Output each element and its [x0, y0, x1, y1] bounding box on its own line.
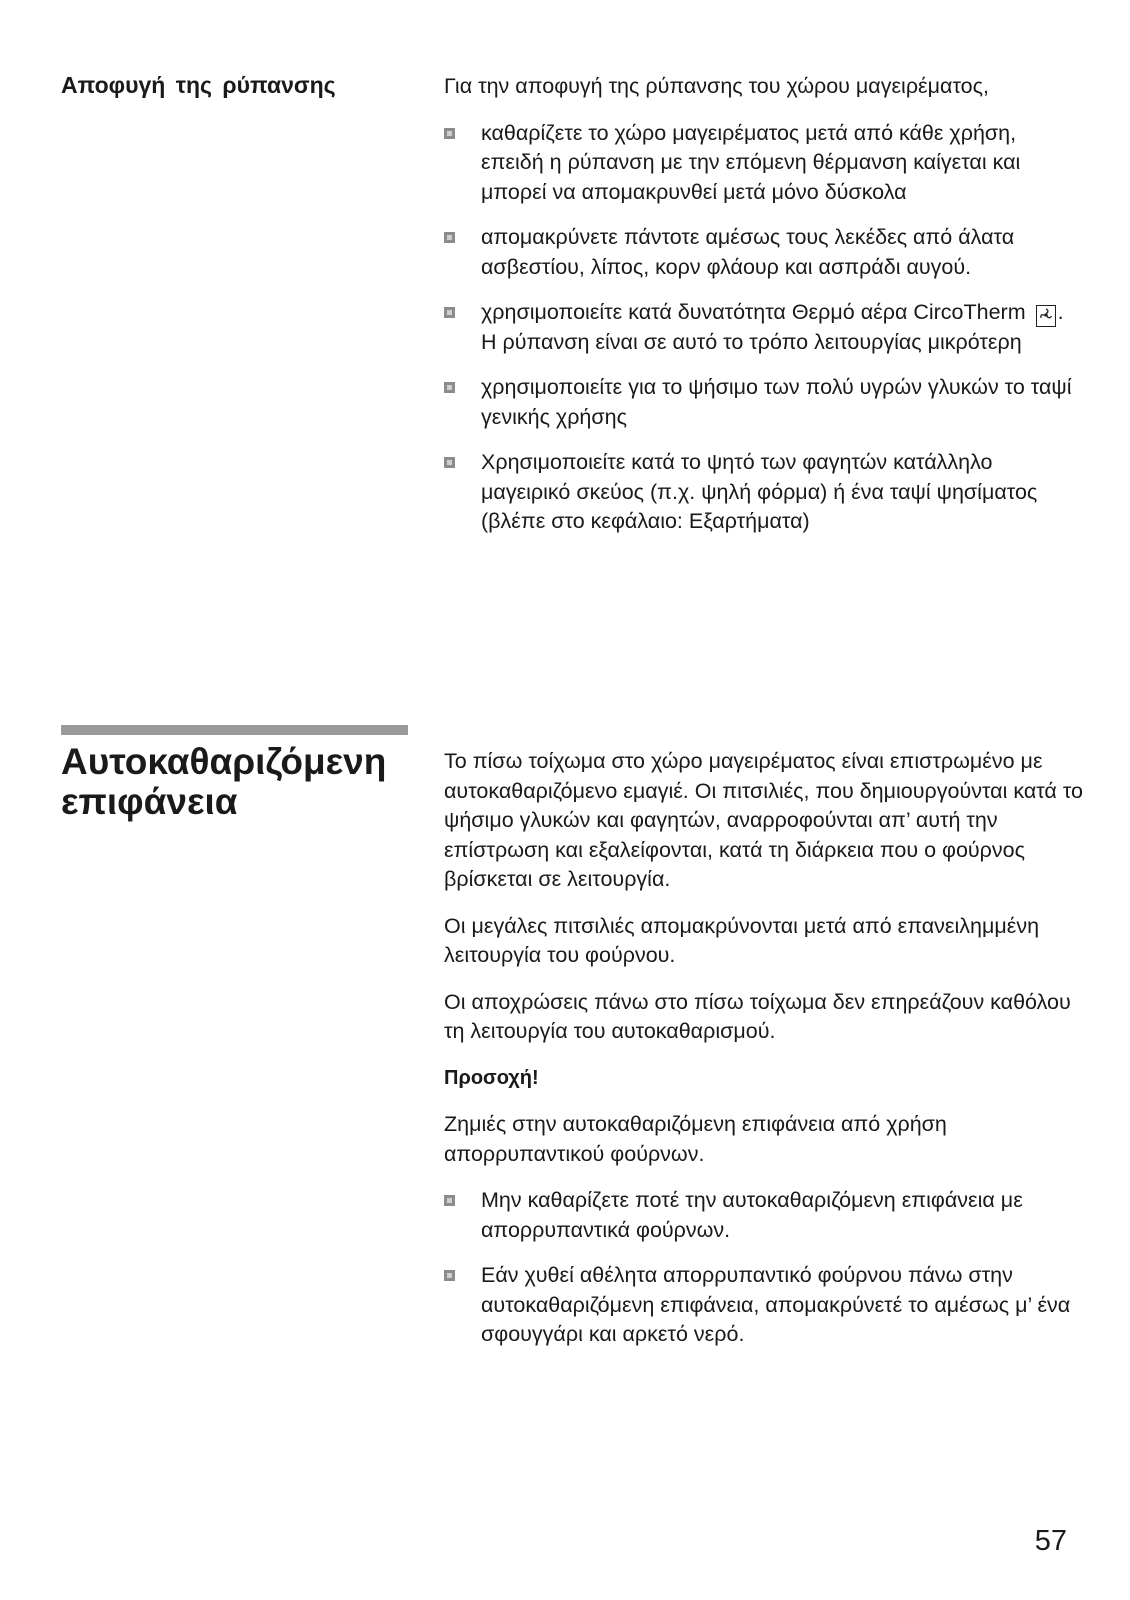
list-item-text: απομακρύνετε πάντοτε αμέσως τους λεκέδες από άλατα ασβεστίου, λίπος, κορν φλάουρ και ασπράδι αυγού. [481, 225, 1015, 279]
section-divider [61, 725, 408, 735]
section-heading-avoid-soiling: Αποφυγή της ρύπανσης [61, 72, 336, 98]
list-item-text: Χρησιμοποιείτε κατά το ψητό των φαγητών κατάλληλο μαγειρικό σκεύος (π.χ. ψηλή φόρμα) ή ένα ταψί ψησίματος (βλέπε στο κεφάλαιο: Εξαρτήματα) [481, 450, 1038, 533]
bullet-square-icon [444, 457, 455, 468]
soiling-tips-list [444, 119, 1084, 537]
paragraph: Οι αποχρώσεις πάνω στο πίσω τοίχωμα δεν επηρεάζουν καθόλου τη λειτουργία του αυτοκαθαρισμού. [444, 989, 1071, 1043]
list-item [444, 1186, 1084, 1245]
section-heading-self-cleaning: Αυτοκαθαριζόμενη επιφάνεια [61, 741, 387, 822]
bullet-square-icon [444, 128, 455, 139]
list-item [444, 1261, 1084, 1350]
paragraph: Οι μεγάλες πιτσιλιές απομακρύνονται μετά από επανειλημμένη λειτουργία του φούρνου. [444, 913, 1040, 967]
list-item [444, 448, 1084, 537]
list-item-text: χρησιμοποιείτε για το ψήσιμο των πολύ υγρών γλυκών το ταψί γενικής χρήσης [481, 375, 1072, 429]
bullet-square-icon [444, 382, 455, 393]
list-item [444, 373, 1084, 432]
list-item [444, 298, 1084, 357]
page-number: 57 [1034, 1525, 1067, 1557]
list-item-text: καθαρίζετε το χώρο μαγειρέματος μετά από κάθε χρήση, επειδή η ρύπανση με την επόμενη θέρμανση καίγεται και μπορεί να απομακρυνθεί μετά μόνο δύσκολα [481, 120, 1021, 204]
bullet-square-icon [444, 1195, 455, 1206]
list-item-text: Μην καθαρίζετε ποτέ την αυτοκαθαριζόμενη επιφάνεια με απορρυπαντικά φούρνων. [481, 1188, 1023, 1242]
list-item [444, 119, 1084, 208]
list-item-text: Εάν χυθεί αθέλητα απορρυπαντικό φούρνου πάνω στην αυτοκαθαριζόμενη επιφάνεια, απομακρύνετέ το αμέσως μ’ ένα σφουγγάρι και αρκετό νερό. [481, 1263, 1071, 1346]
hot-air-fan-icon [1036, 305, 1056, 327]
bullet-square-icon [444, 1270, 455, 1281]
section-self-cleaning-body [444, 747, 1084, 1366]
notice-title: Προσοχή! [444, 1066, 539, 1089]
list-item-text-continued: . Η ρύπανση είναι σε αυτό το τρόπο λειτουργίας μικρότερη [481, 300, 1064, 354]
notice-text: Ζημιές στην αυτοκαθαριζόμενη επιφάνεια από χρήση απορρυπαντικού φούρνων. [444, 1112, 947, 1166]
notice-list [444, 1186, 1084, 1350]
bullet-square-icon [444, 232, 455, 243]
paragraph: Το πίσω τοίχωμα στο χώρο μαγειρέματος είναι επιστρωμένο με αυτοκαθαριζόμενο εμαγιέ. Οι πιτσιλιές, που δημιουργούνται κατά το ψήσιμο γλυκών και φαγητών, αναρροφούνται απ’ αυτή την επίστρωση και εξαλείφονται, κατά τη διάρκεια που ο φούρνος βρίσκεται σε λειτουργία. [444, 749, 1083, 891]
bullet-square-icon [444, 307, 455, 318]
list-item-text: χρησιμοποιείτε κατά δυνατότητα Θερμό αέρα CircoTherm [481, 300, 1026, 324]
list-item [444, 223, 1084, 282]
section-avoid-soiling-body [444, 72, 1084, 553]
intro-paragraph: Για την αποφυγή της ρύπανσης του χώρου μαγειρέματος, [444, 74, 989, 98]
